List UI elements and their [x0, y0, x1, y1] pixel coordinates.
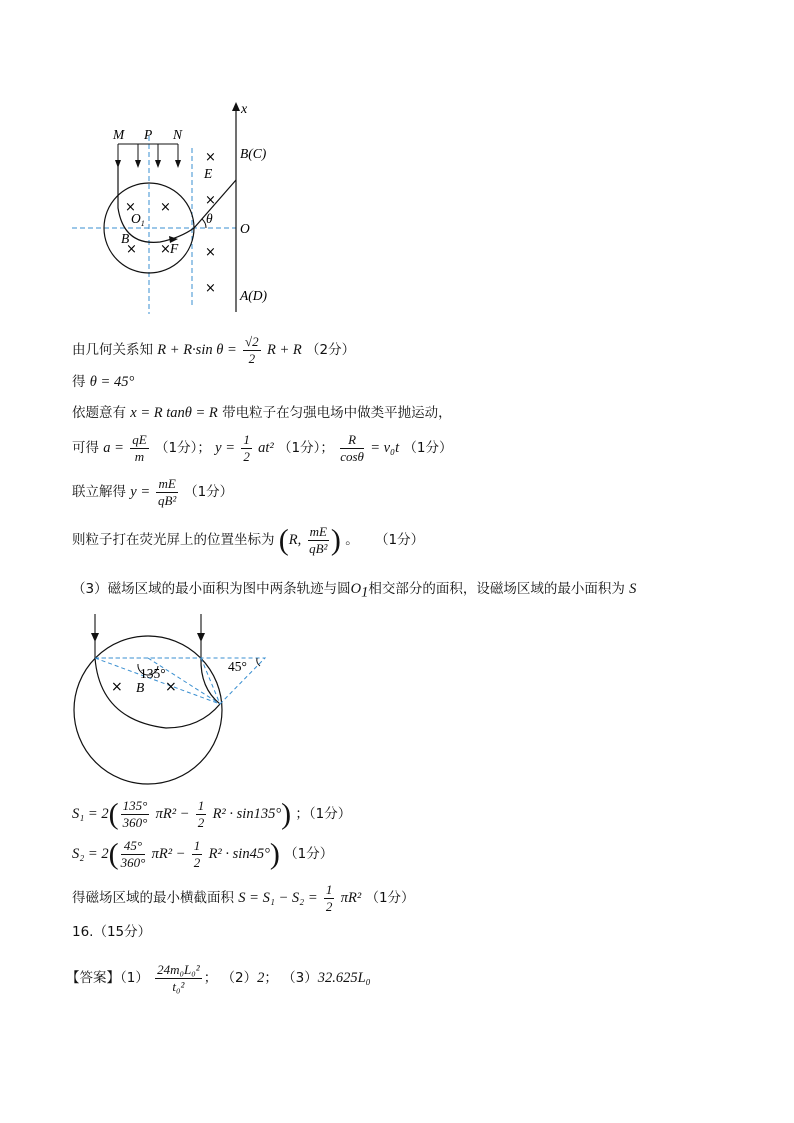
field-cross: ×: [125, 200, 136, 215]
angle-135-label: 135°: [140, 666, 166, 681]
angle-45-label: 45°: [228, 659, 247, 674]
f-label: F: [170, 241, 179, 256]
arrow-down-icon: [155, 160, 161, 168]
field-cross: ×: [126, 242, 137, 257]
arrow-down-icon: [175, 160, 181, 168]
bc-label: B(C): [240, 146, 267, 161]
me-over-qb2-fraction: $\frac{mE}{\text{qB²}}$: [309, 524, 328, 556]
x-axis-label: x: [241, 102, 248, 117]
angle-45-arc: [257, 658, 260, 666]
theta-result-line: 得 θ = 45°: [72, 374, 135, 390]
arrow-down-icon: [135, 160, 141, 168]
condition-line: 依题意有 x = R tanθ = R 带电粒子在匀强电场中做类平抛运动，: [72, 405, 452, 421]
sqrt2-over-2-fraction: $\frac{√2}{2}$: [245, 334, 259, 366]
p-label: P: [144, 127, 153, 142]
screen-position-line: 则粒子打在荧光屏上的位置坐标为 (R, $\frac{mE}{\text{qB²}}$ ) 。 （1分）: [72, 523, 425, 557]
45-over-360-fraction: $\frac{45^\circ}{360^\circ}$: [120, 838, 146, 870]
right-paren: ): [269, 837, 280, 871]
minimum-area-result: 得磁场区域的最小横截面积 S = S₁ − S₂ = $\frac{1}{2}$ πR² （1分）: [72, 882, 415, 914]
part3-statement: （3）磁场区域的最小面积为图中两条轨迹与圆$O_1$相交部分的面积，设磁场区域的最小面积为 S: [72, 581, 637, 601]
theta-label: θ: [206, 211, 213, 226]
o1-label: $O_1$: [131, 211, 145, 228]
b-label: B: [136, 680, 145, 695]
field-cross: ×: [111, 679, 123, 695]
answer-1-fraction: $\frac{\text{24m₀L₀²}}{\text{t₀²}}$: [157, 962, 200, 994]
left-paren: (: [108, 797, 119, 831]
figure-minimum-area: [70, 610, 280, 795]
kinematics-equations-line: 可得 a = $\frac{qE}{m}$ （1分）； y = $\frac{1}{2}$ at² （1分）； $\frac{R}{\cos\theta}$ = v₀t （1分）: [72, 432, 453, 464]
dashed-construction-4: [148, 658, 220, 704]
right-paren: ): [281, 797, 292, 831]
half-fraction: $\frac{1}{2}$: [197, 798, 205, 830]
me-over-qb2-fraction: $\frac{mE}{\text{qB²}}$: [157, 476, 177, 508]
figure-magnetic-field-setup: [60, 96, 290, 318]
question-16-heading: 16.（15分）: [72, 924, 152, 940]
half-fraction: $\frac{1}{2}$: [243, 432, 250, 464]
x-axis-arrow-icon: [232, 102, 240, 111]
field-cross: ×: [205, 193, 216, 208]
qe-over-m-fraction: $\frac{qE}{m}$: [132, 432, 147, 464]
solve-y-line: 联立解得 y = $\frac{mE}{\text{qB²}}$ （1分）: [72, 476, 234, 508]
field-cross: ×: [205, 245, 216, 260]
e-label: E: [204, 166, 213, 181]
n-label: N: [173, 127, 183, 142]
b-label: B: [121, 231, 130, 246]
field-cross: ×: [205, 281, 216, 296]
m-label: M: [113, 127, 125, 142]
right-paren: ): [330, 523, 341, 557]
left-paren: (: [108, 837, 119, 871]
ad-label: A(D): [240, 288, 267, 303]
left-paren: (: [278, 523, 289, 557]
s1-equation: S₁ = 2( $\frac{135^\circ}{360^\circ}$ πR² − $\frac{1}{2}$ R² · sin135°) ；（1分）: [72, 797, 352, 831]
135-over-360-fraction: $\frac{135^\circ}{360^\circ}$: [122, 798, 148, 830]
o-label: O: [240, 221, 250, 236]
field-cross: ×: [165, 679, 177, 695]
half-fraction: $\frac{1}{2}$: [325, 882, 333, 914]
r-over-costheta-fraction: $\frac{R}{\cos\theta}$: [340, 432, 364, 464]
s2-equation: S₂ = 2( $\frac{45^\circ}{360^\circ}$ πR² − $\frac{1}{2}$ R² · sin45°) （1分）: [72, 837, 334, 871]
field-cross: ×: [160, 242, 171, 257]
field-cross: ×: [205, 150, 216, 165]
geometry-relation-line: 由几何关系知 R + R·sin θ = $\frac{√2}{2}$ R + R （2分）: [72, 334, 356, 366]
half-fraction: $\frac{1}{2}$: [193, 838, 201, 870]
answer-line: 【答案】（1） $\frac{\text{24m₀L₀²}}{\text{t₀²}}$ ； （2）2； （3）32.625L₀: [66, 962, 371, 994]
field-cross: ×: [160, 200, 171, 215]
